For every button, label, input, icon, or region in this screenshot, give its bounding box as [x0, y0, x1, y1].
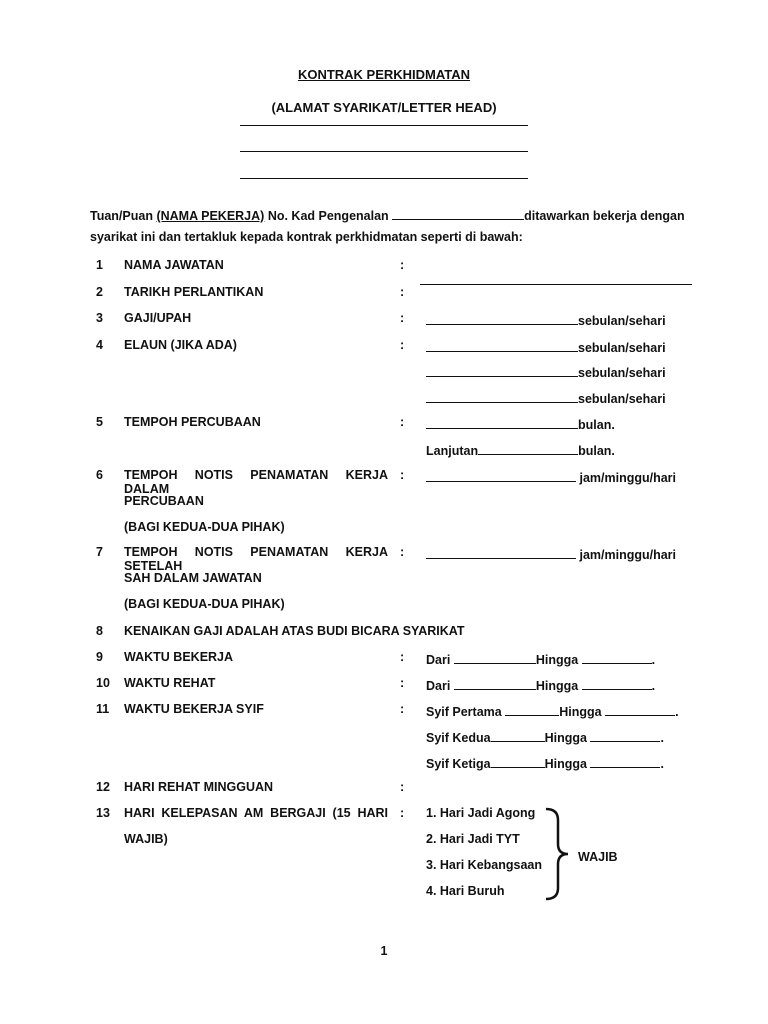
colon: :: [400, 311, 405, 325]
to-label: Hingga: [544, 731, 587, 745]
item-label-notis-sah-line2: SAH DALAM JAWATAN: [124, 571, 262, 585]
holiday-item: 2. Hari Jadi TYT: [426, 832, 520, 846]
colon: :: [400, 650, 405, 664]
item-label-kelepasan-am-line2: WAJIB): [124, 832, 168, 846]
probation-blank: [426, 415, 578, 429]
shift-label: Syif Ketiga: [426, 757, 491, 771]
item-label-tarikh-perlantikan: TARIKH PERLANTIKAN: [124, 285, 264, 299]
from-blank: [491, 754, 545, 768]
to-label: Hingga: [559, 705, 602, 719]
item-number: 1: [96, 258, 103, 272]
to-label: Hingga: [544, 757, 587, 771]
item-label-hari-rehat: HARI REHAT MINGGUAN: [124, 780, 274, 794]
colon: :: [400, 285, 405, 299]
intro-line-2: syarikat ini dan tertakluk kepada kontrak perkhidmatan seperti di bawah:: [90, 230, 523, 244]
offer-text: ditawarkan bekerja dengan: [524, 209, 685, 223]
from-blank: [491, 728, 545, 742]
allowance-value-2: [426, 363, 666, 380]
to-label: Hingga: [535, 679, 579, 693]
item-number: 7: [96, 545, 103, 559]
page-number: 1: [380, 944, 388, 958]
intro-paragraph: [90, 206, 685, 248]
from-blank: [505, 702, 559, 716]
notice-blank: [426, 468, 576, 482]
item-number: 13: [96, 806, 110, 820]
period: .: [660, 731, 664, 745]
letterhead-line-2: [240, 151, 528, 152]
to-blank: [582, 676, 652, 690]
item-label-notis-sah: TEMPOH NOTIS PENAMATAN KERJA SETELAH: [124, 545, 388, 573]
item-label-waktu-rehat: WAKTU REHAT: [124, 676, 216, 690]
allowance-blank: [426, 338, 578, 352]
item-label-waktu-bekerja: WAKTU BEKERJA: [124, 650, 234, 664]
allowance-value-3: [426, 389, 666, 406]
extension-value: [426, 441, 615, 458]
item-number: 5: [96, 415, 103, 429]
period: .: [651, 679, 656, 693]
item-label-tempoh-percubaan: TEMPOH PERCUBAAN: [124, 415, 261, 429]
to-blank: [590, 728, 660, 742]
period: .: [660, 757, 664, 771]
work-hours-range: [426, 650, 655, 667]
document-title: KONTRAK PERKHIDMATAN: [297, 67, 471, 82]
item-number: 3: [96, 311, 103, 325]
position-blank: [420, 284, 692, 285]
item-label-kelepasan-am: HARI KELEPASAN AM BERGAJI (15 HARI: [124, 806, 388, 820]
colon: :: [400, 780, 405, 794]
allowance-value-1: [426, 338, 666, 355]
colon: :: [400, 806, 405, 820]
allowance-blank: [426, 363, 578, 377]
colon: :: [400, 258, 405, 272]
to-blank: [590, 754, 660, 768]
item-label-waktu-syif: WAKTU BEKERJA SYIF: [124, 702, 264, 716]
allowance-unit: sebulan/sehari: [578, 392, 666, 406]
extension-label: Lanjutan: [426, 444, 479, 458]
item-number: 4: [96, 338, 103, 352]
shift-label: Syif Kedua: [426, 731, 491, 745]
allowance-unit: sebulan/sehari: [578, 341, 666, 355]
letterhead-line-3: [240, 178, 528, 179]
ic-number-blank: [392, 206, 524, 220]
notice-unit: jam/minggu/hari: [579, 471, 677, 485]
allowance-blank: [426, 389, 578, 403]
colon: :: [400, 545, 405, 559]
mandatory-label: WAJIB: [578, 850, 618, 864]
period: .: [675, 705, 679, 719]
colon: :: [400, 468, 405, 482]
item-number: 6: [96, 468, 103, 482]
item-number: 2: [96, 285, 103, 299]
notice-confirmed-value: [426, 545, 676, 562]
rest-hours-range: [426, 676, 655, 693]
item-label-gaji: GAJI/UPAH: [124, 311, 192, 325]
item-number: 10: [96, 676, 110, 690]
to-label: Hingga: [535, 653, 579, 667]
colon: :: [400, 415, 405, 429]
from-label: Dari: [426, 653, 451, 667]
item-number: 11: [96, 702, 110, 716]
to-blank: [605, 702, 675, 716]
item-label-kenaikan-gaji: KENAIKAN GAJI ADALAH ATAS BUDI BICARA SYARIKAT: [124, 624, 465, 638]
salutation: Tuan/Puan: [90, 209, 153, 223]
shift-1-range: [426, 702, 679, 719]
colon: :: [400, 702, 405, 716]
right-brace-icon: [542, 806, 572, 902]
employee-name-placeholder: (NAMA PEKERJA): [156, 209, 265, 223]
ic-label: No. Kad Pengenalan: [267, 209, 389, 223]
salary-value: [426, 311, 666, 328]
notice-unit: jam/minggu/hari: [579, 548, 677, 562]
item-label-elaun: ELAUN (JIKA ADA): [124, 338, 237, 352]
colon: :: [400, 338, 405, 352]
shift-3-range: [426, 754, 664, 771]
probation-unit: bulan.: [578, 418, 615, 432]
item-number: 9: [96, 650, 103, 664]
shift-label: Syif Pertama: [426, 705, 502, 719]
item-label-notis-percubaan-line2: PERCUBAAN: [124, 494, 204, 508]
holiday-item: 1. Hari Jadi Agong: [426, 806, 536, 820]
intro-line-1: [90, 206, 685, 227]
from-label: Dari: [426, 679, 451, 693]
notice-blank: [426, 545, 576, 559]
probation-value: [426, 415, 615, 432]
notice-probation-value: [426, 468, 676, 485]
holiday-item: 3. Hari Kebangsaan: [426, 858, 543, 872]
letterhead-placeholder: (ALAMAT SYARIKAT/LETTER HEAD): [271, 100, 497, 115]
letterhead-line-1: [240, 125, 528, 126]
extension-unit: bulan.: [578, 444, 615, 458]
to-blank: [582, 650, 652, 664]
item-label-nama-jawatan: NAMA JAWATAN: [124, 258, 224, 272]
salary-unit: sebulan/sehari: [578, 314, 666, 328]
extension-blank: [478, 441, 578, 455]
item-number: 8: [96, 624, 103, 638]
period: .: [651, 653, 656, 667]
item-label-notis-percubaan: TEMPOH NOTIS PENAMATAN KERJA DALAM: [124, 468, 388, 496]
salary-blank: [426, 311, 578, 325]
item-label-notis-sah-line3: (BAGI KEDUA-DUA PIHAK): [124, 597, 285, 611]
from-blank: [454, 650, 536, 664]
item-label-notis-percubaan-line3: (BAGI KEDUA-DUA PIHAK): [124, 520, 285, 534]
item-number: 12: [96, 780, 110, 794]
from-blank: [454, 676, 536, 690]
shift-2-range: [426, 728, 664, 745]
colon: :: [400, 676, 405, 690]
holiday-item: 4. Hari Buruh: [426, 884, 505, 898]
allowance-unit: sebulan/sehari: [578, 366, 666, 380]
